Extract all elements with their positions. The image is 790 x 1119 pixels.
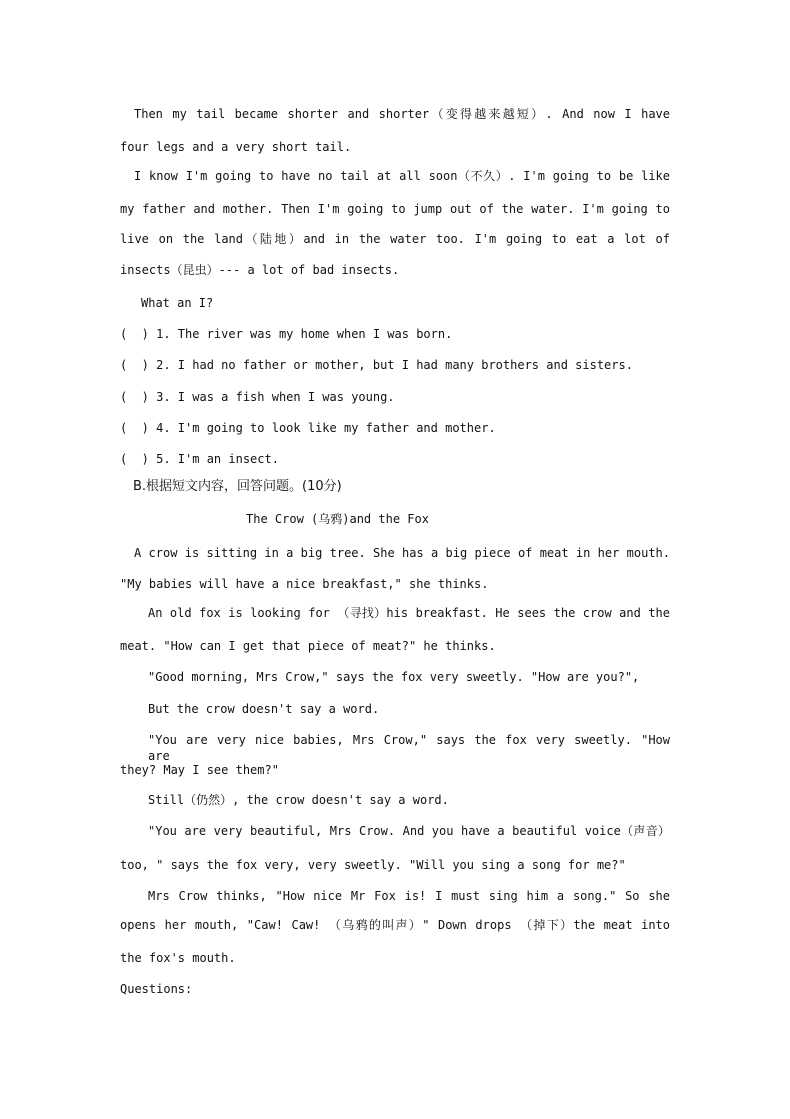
story-line: Mrs Crow thinks, "How nice Mr Fox is! I must sing him a song." So she	[148, 889, 670, 903]
passage-line: I know I'm going to have no tail at all soon（不久）. I'm going to be like	[134, 169, 670, 183]
story-line: Still（仍然）, the crow doesn't say a word.	[148, 793, 449, 807]
judgement-item: ( ) 1. The river was my home when I was born.	[120, 327, 453, 341]
story-title: The Crow (乌鸦)and the Fox	[246, 512, 429, 526]
passage-line: my father and mother. Then I'm going to jump out of the water. I'm going to	[120, 202, 670, 216]
story-line: "Good morning, Mrs Crow," says the fox very sweetly. "How are you?",	[148, 670, 640, 684]
passage-question: What an I?	[141, 296, 214, 310]
judgement-item: ( ) 4. I'm going to look like my father and mother.	[120, 421, 496, 435]
story-line: opens her mouth, "Caw! Caw! （乌鸦的叫声）" Down drops （掉下）the meat into	[120, 918, 670, 932]
section-b-heading: B.根据短文内容，回答问题。(10分)	[133, 479, 342, 494]
judgement-item: ( ) 3. I was a fish when I was young.	[120, 390, 395, 404]
story-line: "My babies will have a nice breakfast," she thinks.	[120, 577, 489, 591]
questions-label: Questions:	[120, 982, 193, 996]
passage-line: Then my tail became shorter and shorter（变得越来越短）. And now I have	[134, 107, 670, 121]
story-line: An old fox is looking for （寻找）his breakfast. He sees the crow and the	[148, 606, 670, 620]
passage-line: live on the land（陆地）and in the water too. I'm going to eat a lot of	[120, 232, 670, 246]
passage-line: four legs and a very short tail.	[120, 140, 352, 154]
passage-line: insects（昆虫）--- a lot of bad insects.	[120, 263, 400, 277]
story-line: "You are very beautiful, Mrs Crow. And you have a beautiful voice（声音）	[148, 824, 670, 838]
story-line: the fox's mouth.	[120, 951, 236, 965]
judgement-item: ( ) 2. I had no father or mother, but I had many brothers and sisters.	[120, 358, 633, 372]
story-line: they? May I see them?"	[120, 763, 279, 777]
story-line: A crow is sitting in a big tree. She has a big piece of meat in her mouth.	[134, 546, 670, 560]
story-line: But the crow doesn't say a word.	[148, 702, 380, 716]
story-line: "You are very nice babies, Mrs Crow," says the fox very sweetly. "How are	[148, 733, 670, 763]
story-line: meat. "How can I get that piece of meat?" he thinks.	[120, 639, 496, 653]
story-line: too, " says the fox very, very sweetly. "Will you sing a song for me?"	[120, 858, 626, 872]
judgement-item: ( ) 5. I'm an insect.	[120, 452, 279, 466]
